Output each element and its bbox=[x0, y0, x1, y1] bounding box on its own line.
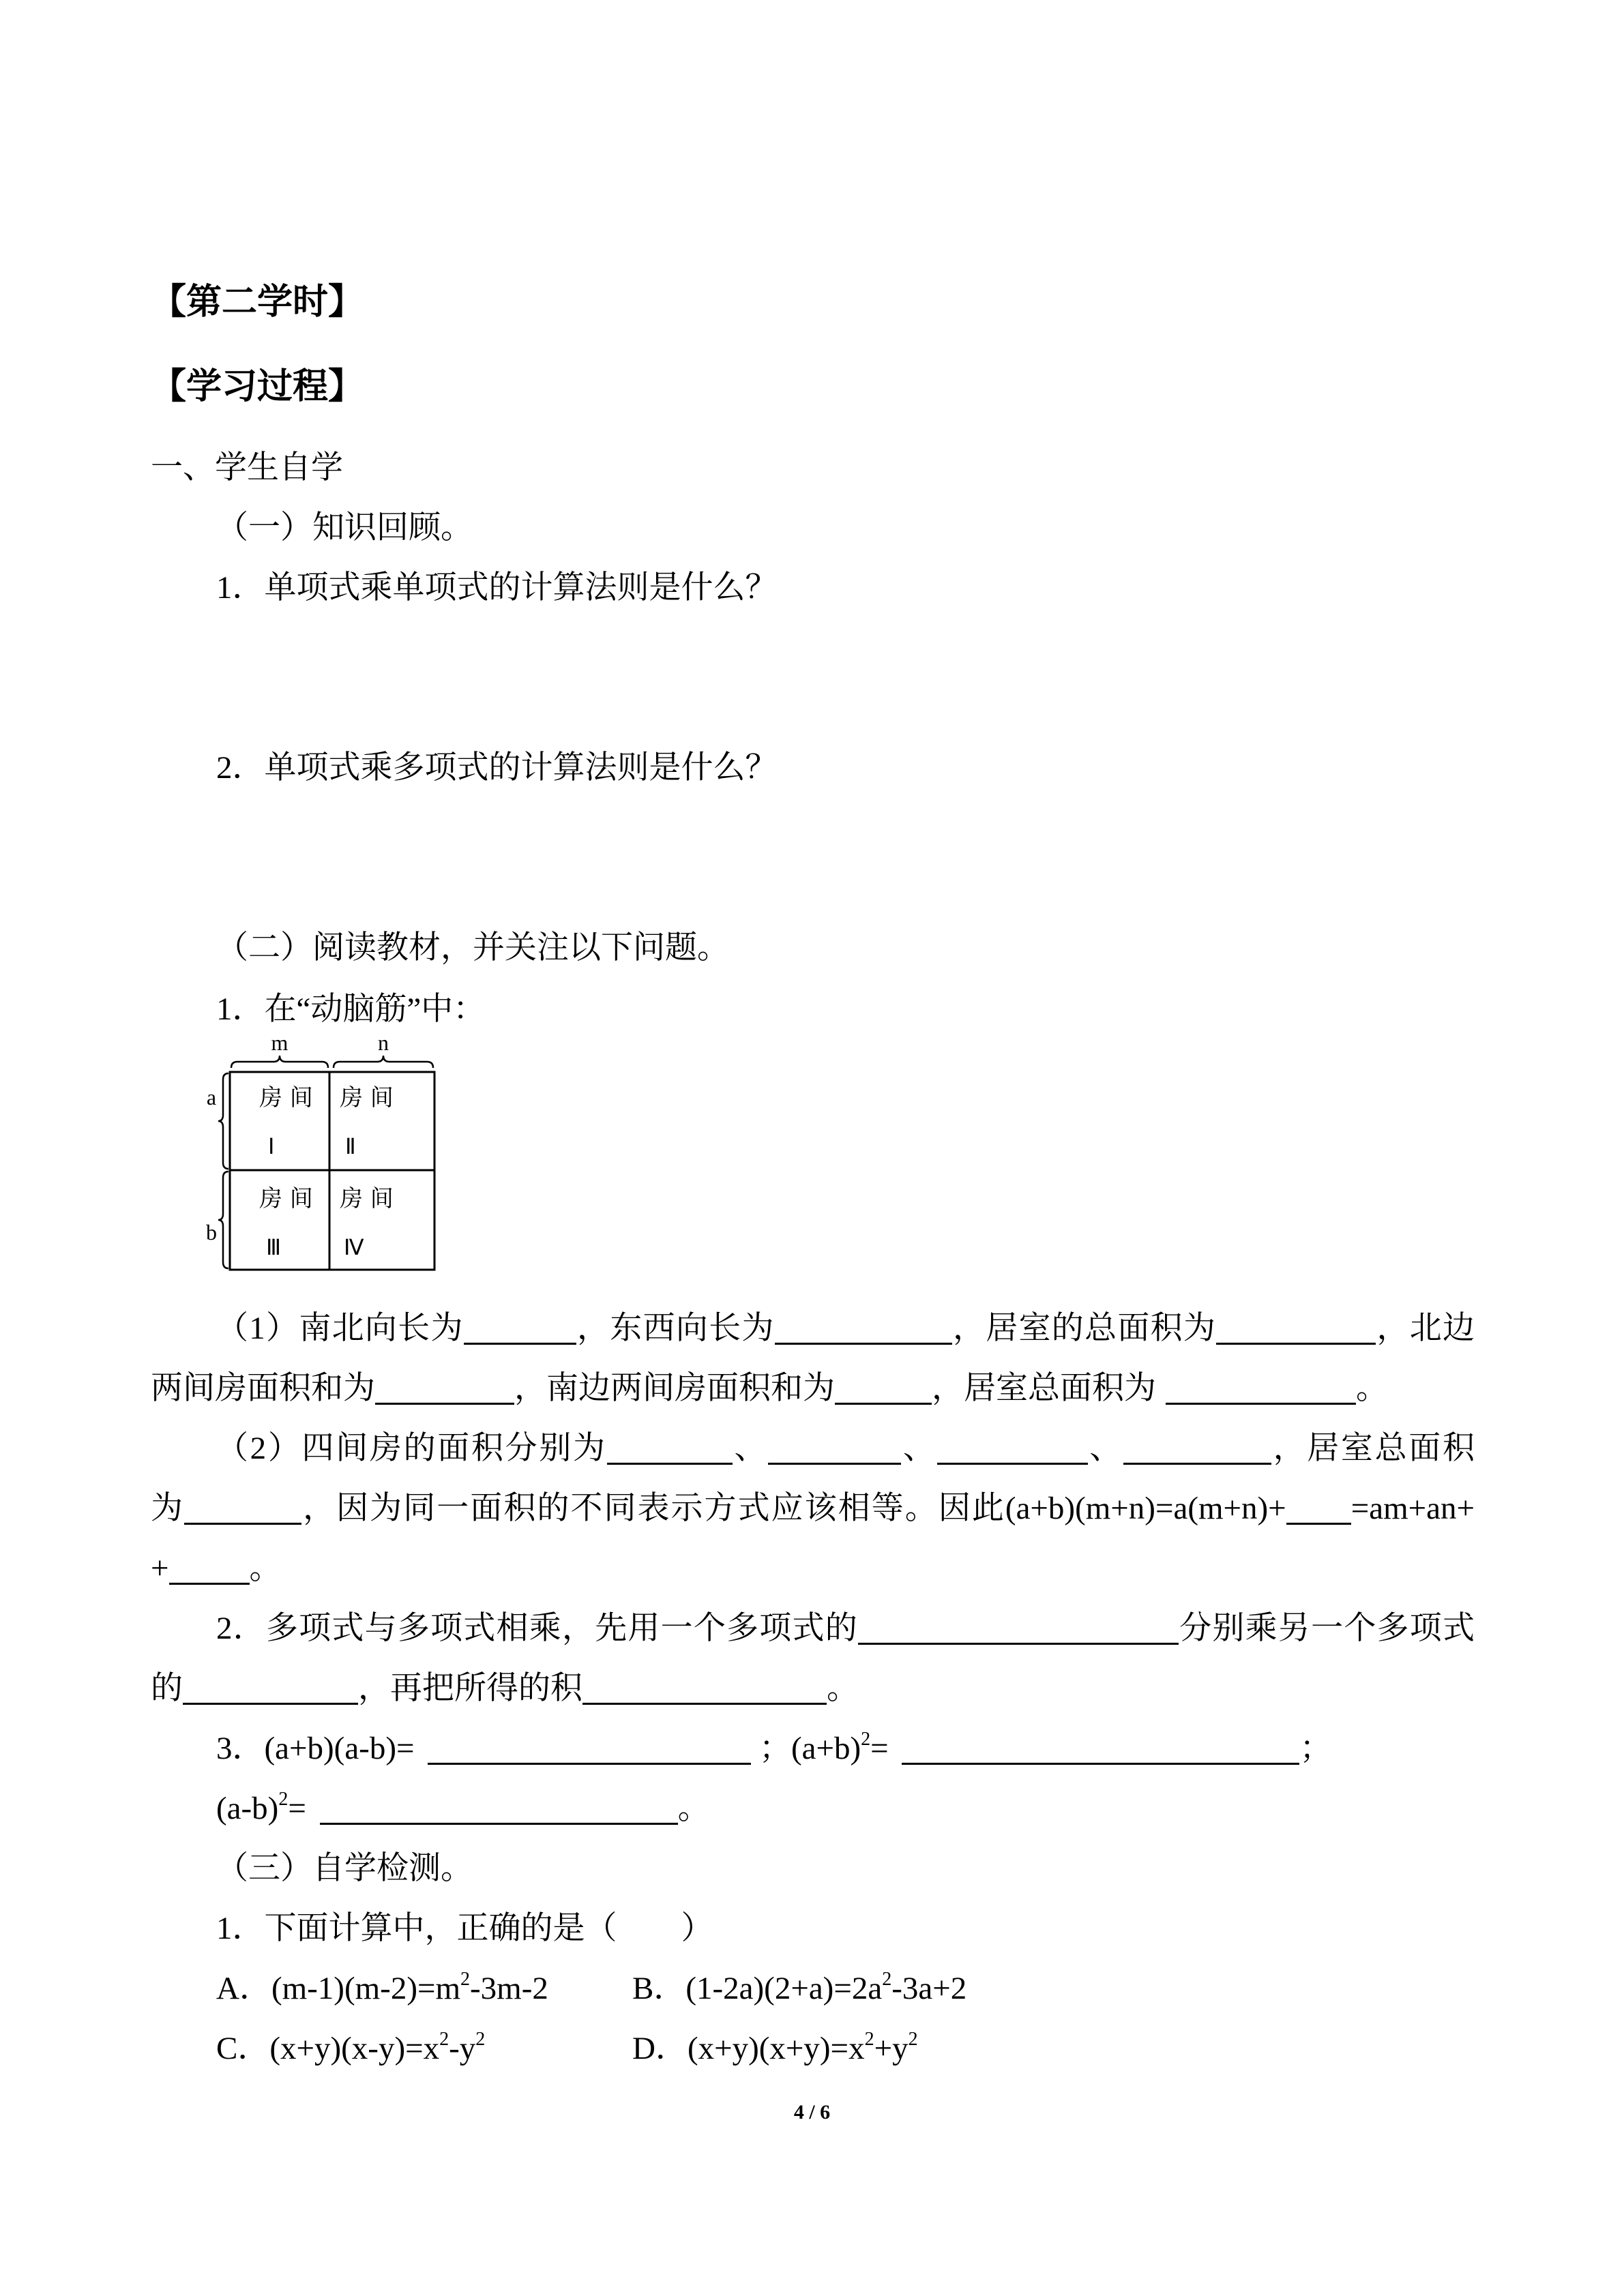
text-segment: ；(a+b) bbox=[751, 1731, 861, 1766]
reading-question-2-line-1 bbox=[216, 1608, 1475, 1649]
superscript: 2 bbox=[908, 2029, 918, 2050]
room-3-name: 房 间 bbox=[259, 1185, 313, 1212]
text-segment: 。 bbox=[249, 1551, 282, 1586]
answer-blank bbox=[768, 1435, 901, 1465]
text-segment: D．(x+y)(x+y)=x bbox=[632, 2031, 865, 2066]
answer-blank bbox=[375, 1375, 514, 1405]
text-segment: ，居室的总面积为 bbox=[951, 1311, 1217, 1346]
text-segment: =am+an+ bbox=[1350, 1491, 1475, 1526]
text-segment: ，因为同一面积的不同表示方式应该相等。因此(a+b)(m+n)=a(m+n)+ bbox=[301, 1491, 1286, 1526]
text-segment: 2．多项式与多项式相乘，先用一个多项式的 bbox=[216, 1611, 858, 1646]
room-4-name: 房 间 bbox=[340, 1185, 394, 1212]
text-segment: + bbox=[151, 1551, 169, 1586]
text-segment: -y bbox=[449, 2031, 476, 2066]
answer-blank bbox=[775, 1315, 952, 1345]
reading-title: （二）阅读教材，并关注以下问题。 bbox=[216, 930, 729, 966]
text-segment: ； bbox=[1299, 1731, 1332, 1766]
answer-blank bbox=[902, 1735, 1299, 1765]
reading-question-2-line-2 bbox=[151, 1668, 859, 1709]
question-1-part-2-line-1 bbox=[216, 1428, 1475, 1469]
text-segment: +y bbox=[874, 2031, 909, 2066]
text-segment: -3m-2 bbox=[470, 1971, 548, 2006]
room-2-numeral: Ⅱ bbox=[345, 1133, 356, 1159]
text-segment: 为 bbox=[151, 1491, 185, 1526]
text-segment: ，居室总面积为 bbox=[932, 1371, 1156, 1406]
answer-blank bbox=[835, 1375, 932, 1405]
self-check-title: （三）自学检测。 bbox=[216, 1851, 473, 1886]
label-n: n bbox=[378, 1030, 389, 1055]
text-segment: 、 bbox=[1087, 1431, 1123, 1466]
label-a: a bbox=[206, 1085, 217, 1109]
text-segment: 、 bbox=[901, 1431, 937, 1466]
text-segment: （2）四间房的面积分别为 bbox=[216, 1431, 607, 1466]
reading-question-3-line-2 bbox=[216, 1788, 710, 1829]
answer-blank bbox=[320, 1795, 678, 1825]
superscript: 2 bbox=[278, 1789, 289, 1810]
text-segment: 、 bbox=[732, 1431, 769, 1466]
text-segment: 两间房面积和为 bbox=[151, 1371, 375, 1406]
answer-blank bbox=[1286, 1495, 1351, 1525]
review-question-2: 2．单项式乘多项式的计算法则是什么？ bbox=[216, 750, 778, 786]
review-title: （一）知识回顾。 bbox=[216, 510, 473, 546]
answer-blank bbox=[582, 1675, 827, 1705]
brace-n bbox=[334, 1056, 433, 1068]
question-1-part-2-line-2 bbox=[151, 1488, 1475, 1529]
superscript: 2 bbox=[882, 1969, 892, 1990]
text-segment: (a-b) bbox=[216, 1791, 279, 1826]
brace-b bbox=[218, 1172, 228, 1268]
text-segment: = bbox=[288, 1791, 314, 1826]
section-title: 一、学生自学 bbox=[151, 450, 343, 486]
label-b: b bbox=[206, 1220, 217, 1244]
option-a bbox=[216, 1968, 548, 2009]
answer-blank bbox=[428, 1735, 751, 1765]
answer-blank bbox=[858, 1615, 1179, 1645]
text-segment: ，北边 bbox=[1376, 1311, 1475, 1346]
question-1-part-1-line-2 bbox=[151, 1368, 1388, 1409]
superscript: 2 bbox=[439, 2029, 449, 2050]
text-segment: 。 bbox=[677, 1791, 710, 1826]
text-segment: 。 bbox=[1356, 1371, 1388, 1406]
text-segment: A．(m-1)(m-2)=m bbox=[216, 1971, 461, 2006]
lesson-heading: 【第二学时】 bbox=[151, 283, 364, 322]
self-check-question-1: 1．下面计算中，正确的是（ ） bbox=[216, 1911, 713, 1946]
superscript: 2 bbox=[475, 2029, 486, 2050]
text-segment: （1）南北向长为 bbox=[216, 1311, 464, 1346]
process-heading: 【学习过程】 bbox=[151, 368, 364, 406]
superscript: 2 bbox=[460, 1969, 471, 1990]
text-segment: 3．(a+b)(a-b)= bbox=[216, 1731, 423, 1766]
text-segment: C．(x+y)(x-y)=x bbox=[216, 2031, 440, 2066]
answer-blank bbox=[1166, 1375, 1356, 1405]
answer-blank bbox=[937, 1435, 1088, 1465]
superscript: 2 bbox=[864, 2029, 874, 2050]
question-1-part-1-line-1 bbox=[216, 1308, 1475, 1349]
floor-plan-diagram bbox=[198, 1030, 443, 1283]
brace-m bbox=[231, 1056, 328, 1068]
room-4-numeral: Ⅳ bbox=[344, 1234, 364, 1260]
text-segment: -3a+2 bbox=[891, 1971, 967, 2006]
text-segment: 。 bbox=[827, 1671, 859, 1706]
text-segment: 分别乘另一个多项式 bbox=[1178, 1611, 1475, 1646]
question-1-part-2-line-3 bbox=[151, 1548, 282, 1589]
text-segment: B．(1-2a)(2+a)=2a bbox=[632, 1971, 883, 2006]
answer-blank bbox=[184, 1495, 301, 1525]
room-1-numeral: Ⅰ bbox=[268, 1133, 275, 1159]
reading-question-3-line-1 bbox=[216, 1728, 1331, 1769]
room-1-name: 房 间 bbox=[259, 1084, 313, 1112]
option-d bbox=[632, 2028, 918, 2069]
page-number: 4 / 6 bbox=[793, 2101, 831, 2123]
reading-question-1-intro: 1．在“动脑筋”中： bbox=[216, 992, 486, 1027]
room-3-numeral: Ⅲ bbox=[266, 1234, 282, 1260]
option-c bbox=[216, 2028, 485, 2069]
answer-blank bbox=[464, 1315, 576, 1345]
answer-blank bbox=[1216, 1315, 1376, 1345]
text-segment: = bbox=[870, 1731, 897, 1766]
brace-a bbox=[218, 1073, 228, 1169]
superscript: 2 bbox=[861, 1729, 871, 1750]
review-question-1: 1．单项式乘单项式的计算法则是什么？ bbox=[216, 570, 778, 606]
option-b bbox=[632, 1968, 966, 2009]
answer-blank bbox=[1123, 1435, 1271, 1465]
text-segment: ，东西向长为 bbox=[576, 1311, 775, 1346]
answer-blank bbox=[169, 1555, 250, 1585]
text-segment: ，再把所得的积 bbox=[358, 1671, 582, 1706]
answer-blank bbox=[607, 1435, 733, 1465]
label-m: m bbox=[271, 1030, 289, 1055]
text-segment: 的 bbox=[151, 1671, 183, 1706]
text-segment: ，南边两间房面积和为 bbox=[514, 1371, 835, 1406]
answer-blank bbox=[183, 1675, 358, 1705]
text-segment: ，居室总面积 bbox=[1271, 1431, 1475, 1466]
room-2-name: 房 间 bbox=[340, 1084, 394, 1112]
